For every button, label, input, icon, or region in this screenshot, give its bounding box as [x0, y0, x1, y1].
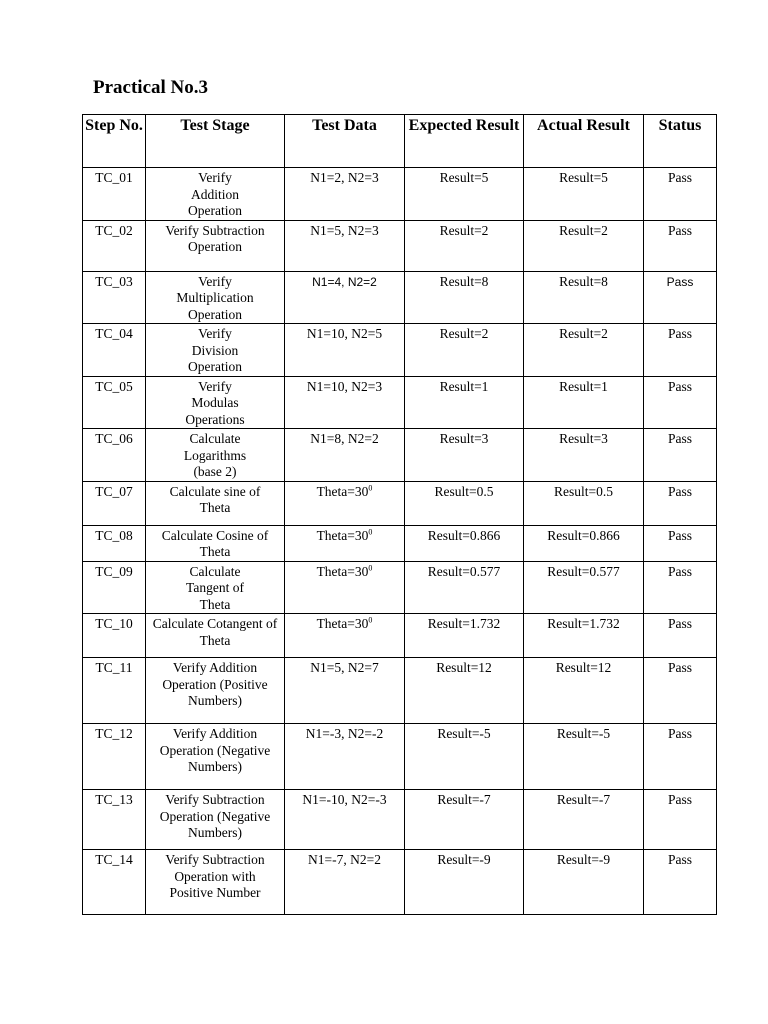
- actual-result-cell-text: Result=-5: [556, 726, 611, 741]
- actual-result-cell: [524, 790, 644, 850]
- expected-result-cell: [405, 561, 524, 614]
- expected-result-cell: [405, 429, 524, 482]
- test-data-cell: [285, 168, 405, 221]
- degree-superscript: 0: [368, 615, 373, 625]
- table-body: [83, 168, 717, 915]
- test-stage-cell-text: Verify Subtraction Operation (Negative Numbers): [159, 792, 271, 840]
- expected-result-cell: [405, 271, 524, 324]
- test-data-wrapper: [285, 792, 404, 809]
- test-data-wrapper: [285, 616, 404, 633]
- status-cell: [644, 561, 717, 614]
- step-no-cell-text: TC_11: [95, 660, 133, 675]
- step-no-cell: [83, 429, 146, 482]
- test-stage-cell: [146, 168, 285, 221]
- test-stage-cell: [146, 271, 285, 324]
- step-no-cell-text: TC_03: [95, 273, 133, 289]
- table-row: [83, 614, 717, 658]
- test-data-wrapper: [285, 223, 404, 240]
- test-data-cell-text: Theta=30: [316, 527, 369, 543]
- table-row: [83, 429, 717, 482]
- test-data-cell: [285, 658, 405, 724]
- test-data-wrapper: [285, 528, 404, 545]
- table-row: [83, 724, 717, 790]
- actual-result-cell-text: Result=-7: [556, 792, 611, 807]
- expected-result-cell: [405, 658, 524, 724]
- test-stage-cell-text: Verify Addition Operation (Negative Numbers): [159, 726, 271, 774]
- step-no-cell: [83, 168, 146, 221]
- expected-result-cell: [405, 614, 524, 658]
- test-data-cell-text: N1=10, N2=5: [306, 326, 383, 341]
- test-data-wrapper: [285, 379, 404, 396]
- step-no-cell: [83, 561, 146, 614]
- expected-result-cell-text: Result=0.5: [434, 483, 494, 499]
- test-data-wrapper: [285, 274, 404, 291]
- test-data-cell: [285, 220, 405, 271]
- status-cell-text: Pass: [667, 222, 692, 238]
- table-row: [83, 220, 717, 271]
- actual-result-cell: [524, 850, 644, 915]
- test-stage-cell-text: Calculate Cosine of Theta: [161, 527, 269, 559]
- expected-result-cell: [405, 790, 524, 850]
- step-no-cell-text: TC_06: [95, 431, 133, 446]
- test-data-wrapper: [285, 660, 404, 677]
- test-stage-cell-text: Verify Addition Operation (Positive Numbers): [162, 660, 268, 708]
- degree-superscript: 0: [368, 563, 373, 572]
- header-test-data: Test Data: [285, 115, 405, 168]
- degree-superscript: 0: [368, 483, 373, 492]
- table-row: [83, 525, 717, 561]
- table-header-row: [83, 115, 717, 168]
- status-cell-text: Pass: [667, 726, 692, 741]
- status-cell-text: Pass: [667, 616, 692, 631]
- test-stage-cell-text: Verify Subtraction Operation: [165, 222, 265, 254]
- expected-result-cell: [405, 481, 524, 525]
- table-row: [83, 376, 717, 429]
- actual-result-cell: [524, 376, 644, 429]
- expected-result-cell-text: Result=1.732: [427, 616, 501, 631]
- step-no-cell: [83, 324, 146, 377]
- status-cell: [644, 168, 717, 221]
- test-stage-cell: [146, 724, 285, 790]
- expected-result-cell-text: Result=-5: [437, 726, 491, 741]
- actual-result-cell-text: Result=-9: [556, 852, 611, 867]
- test-stage-cell: [146, 658, 285, 724]
- table-row: [83, 481, 717, 525]
- actual-result-cell-text: Result=0.5: [554, 483, 613, 499]
- test-stage-cell: [146, 790, 285, 850]
- test-data-cell: [285, 790, 405, 850]
- status-cell-text: Pass: [667, 483, 692, 499]
- status-cell-text: Pass: [667, 378, 692, 394]
- step-no-cell-text: TC_01: [95, 170, 133, 185]
- test-data-cell-text: N1=-3, N2=-2: [305, 726, 384, 741]
- actual-result-cell: [524, 271, 644, 324]
- test-data-cell: [285, 850, 405, 915]
- table-row: [83, 850, 717, 915]
- expected-result-cell-text: Result=0.866: [427, 527, 501, 543]
- table-row: [83, 168, 717, 221]
- actual-result-cell: [524, 724, 644, 790]
- step-no-cell-text: TC_09: [95, 563, 133, 579]
- test-stage-cell-text: Calculate Cotangent of Theta: [152, 616, 278, 648]
- table-row: [83, 271, 717, 324]
- expected-result-cell-text: Result=12: [436, 660, 492, 675]
- expected-result-cell-text: Result=2: [439, 222, 489, 238]
- test-data-wrapper: [285, 170, 404, 187]
- status-cell: [644, 324, 717, 377]
- status-cell-text: Pass: [667, 170, 692, 185]
- actual-result-cell-text: Result=8: [559, 273, 608, 289]
- test-data-wrapper: [285, 431, 404, 448]
- expected-result-cell: [405, 850, 524, 915]
- step-no-cell: [83, 614, 146, 658]
- step-no-cell-text: TC_07: [95, 483, 133, 499]
- status-cell: [644, 220, 717, 271]
- status-cell-text: Pass: [667, 852, 692, 867]
- status-cell-text: Pass: [667, 660, 692, 675]
- test-data-cell: [285, 525, 405, 561]
- step-no-cell: [83, 850, 146, 915]
- test-data-cell-text: N1=8, N2=2: [310, 431, 379, 446]
- test-data-wrapper: [285, 564, 404, 581]
- status-cell-text: Pass: [666, 274, 694, 289]
- expected-result-cell: [405, 525, 524, 561]
- expected-result-cell: [405, 324, 524, 377]
- actual-result-cell-text: Result=0.866: [547, 527, 620, 543]
- test-data-cell: [285, 376, 405, 429]
- actual-result-cell-text: Result=2: [559, 222, 608, 238]
- test-data-wrapper: [285, 484, 404, 501]
- test-data-cell-text: N1=-7, N2=2: [308, 852, 381, 867]
- test-stage-cell-text: Verify Multiplication Operation: [176, 273, 254, 322]
- test-data-cell: [285, 614, 405, 658]
- actual-result-cell-text: Result=12: [555, 660, 612, 675]
- test-case-table: [82, 114, 717, 915]
- header-actual-result: Actual Result: [524, 115, 644, 168]
- actual-result-cell: [524, 614, 644, 658]
- actual-result-cell: [524, 429, 644, 482]
- status-cell: [644, 481, 717, 525]
- test-data-wrapper: [285, 852, 404, 869]
- step-no-cell-text: TC_13: [95, 792, 133, 807]
- table-row: [83, 561, 717, 614]
- status-cell: [644, 525, 717, 561]
- actual-result-cell: [524, 658, 644, 724]
- status-cell-text: Pass: [667, 563, 692, 579]
- step-no-cell-text: TC_14: [95, 852, 133, 867]
- step-no-cell: [83, 481, 146, 525]
- test-stage-cell: [146, 525, 285, 561]
- test-stage-cell: [146, 376, 285, 429]
- step-no-cell: [83, 724, 146, 790]
- step-no-cell: [83, 525, 146, 561]
- expected-result-cell-text: Result=1: [439, 378, 489, 394]
- header-expected-result: Expected Result: [405, 115, 524, 168]
- test-stage-cell: [146, 220, 285, 271]
- step-no-cell-text: TC_05: [95, 378, 133, 394]
- test-stage-cell-text: Verify Modulas Operations: [185, 378, 245, 427]
- expected-result-cell: [405, 376, 524, 429]
- test-data-wrapper: [285, 326, 404, 343]
- test-data-cell-text: N1=4, N2=2: [312, 274, 377, 289]
- step-no-cell: [83, 658, 146, 724]
- status-cell: [644, 376, 717, 429]
- actual-result-cell: [524, 481, 644, 525]
- expected-result-cell-text: Result=8: [439, 273, 489, 289]
- status-cell-text: Pass: [667, 527, 692, 543]
- test-data-cell: [285, 271, 405, 324]
- step-no-cell: [83, 376, 146, 429]
- page-title: Practical No.3: [93, 77, 209, 98]
- step-no-cell-text: TC_02: [95, 222, 133, 238]
- expected-result-cell-text: Result=0.577: [427, 563, 501, 579]
- actual-result-cell-text: Result=5: [559, 170, 608, 185]
- test-data-cell-text: Theta=30: [316, 563, 369, 579]
- step-no-cell: [83, 790, 146, 850]
- step-no-cell-text: TC_10: [95, 616, 133, 631]
- status-cell-text: Pass: [667, 326, 692, 341]
- test-data-cell-text: N1=10, N2=3: [306, 378, 383, 394]
- actual-result-cell-text: Result=0.577: [547, 563, 620, 579]
- actual-result-cell-text: Result=1.732: [547, 616, 620, 631]
- test-data-cell: [285, 481, 405, 525]
- test-data-cell: [285, 561, 405, 614]
- actual-result-cell: [524, 525, 644, 561]
- test-data-cell: [285, 324, 405, 377]
- test-stage-cell-text: Calculate Logarithms (base 2): [183, 431, 247, 479]
- test-data-cell-text: N1=5, N2=3: [310, 222, 379, 238]
- step-no-cell: [83, 271, 146, 324]
- test-stage-cell: [146, 481, 285, 525]
- step-no-cell: [83, 220, 146, 271]
- actual-result-cell: [524, 324, 644, 377]
- test-stage-cell-text: Verify Division Operation: [188, 326, 242, 374]
- expected-result-cell: [405, 220, 524, 271]
- status-cell: [644, 850, 717, 915]
- header-status: Status: [644, 115, 717, 168]
- actual-result-cell: [524, 561, 644, 614]
- test-data-cell-text: Theta=30: [316, 616, 369, 631]
- status-cell: [644, 614, 717, 658]
- test-data-cell: [285, 724, 405, 790]
- test-stage-cell: [146, 614, 285, 658]
- test-stage-cell-text: Verify Addition Operation: [188, 170, 242, 218]
- actual-result-cell-text: Result=3: [559, 431, 608, 446]
- step-no-cell-text: TC_04: [95, 326, 133, 341]
- test-stage-cell-text: Verify Subtraction Operation with Positive Number: [165, 852, 265, 900]
- status-cell: [644, 790, 717, 850]
- test-data-wrapper: [285, 726, 404, 743]
- status-cell-text: Pass: [667, 431, 692, 446]
- test-data-cell-text: N1=2, N2=3: [310, 170, 379, 185]
- test-stage-cell: [146, 561, 285, 614]
- test-data-cell-text: N1=-10, N2=-3: [302, 792, 387, 807]
- expected-result-cell: [405, 168, 524, 221]
- expected-result-cell-text: Result=2: [439, 326, 489, 341]
- expected-result-cell-text: Result=3: [439, 431, 489, 446]
- status-cell: [644, 724, 717, 790]
- actual-result-cell: [524, 220, 644, 271]
- expected-result-cell-text: Result=5: [439, 170, 489, 185]
- expected-result-cell-text: Result=-7: [437, 792, 491, 807]
- test-data-cell: [285, 429, 405, 482]
- header-test-stage: Test Stage: [146, 115, 285, 168]
- test-stage-cell: [146, 324, 285, 377]
- degree-superscript: 0: [368, 527, 373, 536]
- expected-result-cell: [405, 724, 524, 790]
- table-row: [83, 658, 717, 724]
- test-stage-cell: [146, 429, 285, 482]
- status-cell: [644, 658, 717, 724]
- step-no-cell-text: TC_08: [95, 527, 133, 543]
- test-data-cell-text: Theta=30: [316, 483, 369, 499]
- status-cell: [644, 271, 717, 324]
- table-row: [83, 790, 717, 850]
- status-cell-text: Pass: [667, 792, 692, 807]
- actual-result-cell-text: Result=1: [559, 378, 608, 394]
- test-stage-cell-text: Calculate sine of Theta: [169, 483, 261, 515]
- table-row: [83, 324, 717, 377]
- expected-result-cell-text: Result=-9: [437, 852, 491, 867]
- actual-result-cell: [524, 168, 644, 221]
- header-step-no: Step No.: [83, 115, 146, 168]
- actual-result-cell-text: Result=2: [559, 326, 608, 341]
- step-no-cell-text: TC_12: [95, 726, 133, 741]
- test-stage-cell: [146, 850, 285, 915]
- test-data-cell-text: N1=5, N2=7: [310, 660, 379, 675]
- status-cell: [644, 429, 717, 482]
- test-stage-cell-text: Calculate Tangent of Theta: [186, 563, 244, 612]
